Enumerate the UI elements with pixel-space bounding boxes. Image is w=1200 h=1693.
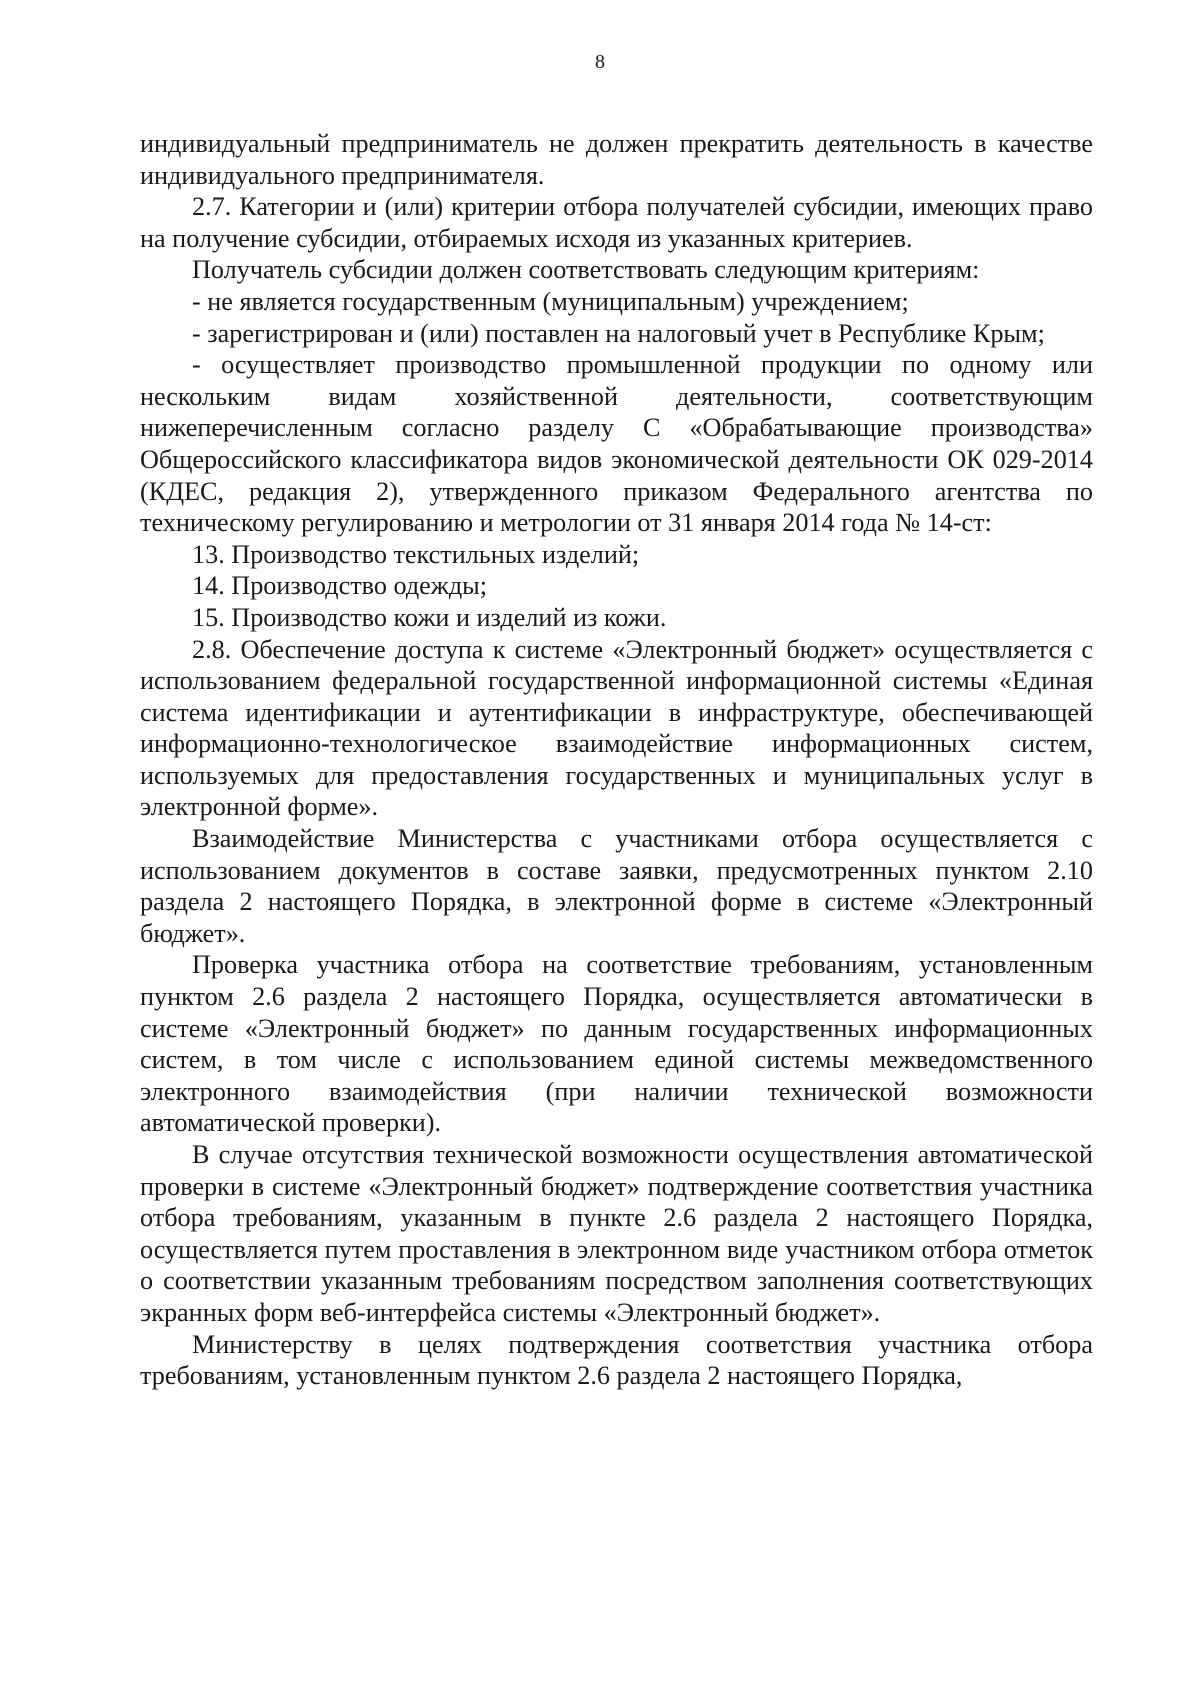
paragraph-interaction: Взаимодействие Министерства с участниками отбора осуществляется с использованием документов в составе заявки, предусмотренных пунктом 2.10 раздела 2 настоящего Порядка, в электронной форме в системе «Электронный бюджет». bbox=[140, 824, 1093, 948]
criterion-industrial-production: - осуществляет производство промышленной продукции по одному или нескольким видам хозяйственной деятельности, соответствующим нижеперечисленным согласно разделу С «Обрабатывающие производства» Общероссийского классификатора видов экономической деятельности ОК 029-2014 (КДЕС, редакция 2), утвержденного приказом Федерального агентства по техническому регулированию и метрологии от 31 января 2014 года № 14-ст: bbox=[140, 350, 1093, 538]
paragraph-no-tech-possibility: В случае отсутствия технической возможности осуществления автоматической проверки в системе «Электронный бюджет» подтверждение соответствия участника отбора требованиям, указанным в пункте 2.6 раздела 2 настоящего Порядка, осуществляется путем проставления в электронном виде участником отбора отметок о соответствии указанным требованиям посредством заполнения соответствующих экранных форм веб-интерфейса системы «Электронный бюджет». bbox=[140, 1140, 1093, 1327]
paragraph-2-8: 2.8. Обеспечение доступа к системе «Электронный бюджет» осуществляется с использованием федеральной государственной информационной системы «Единая система идентификации и аутентификации в инфраструктуре, обеспечивающей информационно-технологическое взаимодействие информационных систем, используемых для предоставления государственных и муниципальных услуг в электронной форме». bbox=[140, 634, 1093, 822]
document-body bbox=[140, 128, 1093, 1392]
criterion-not-state-institution: - не является государственным (муниципальным) учреждением; bbox=[192, 286, 909, 316]
page-number: 8 bbox=[595, 51, 605, 73]
paragraph-criteria-intro: Получатель субсидии должен соответствовать следующим критериям: bbox=[192, 255, 980, 285]
criterion-registered-crimea: - зарегистрирован и (или) поставлен на налоговый учет в Республике Крым; bbox=[192, 318, 1045, 348]
activity-item-14: 14. Производство одежды; bbox=[192, 571, 488, 601]
activity-item-15: 15. Производство кожи и изделий из кожи. bbox=[192, 602, 667, 632]
paragraph-continuation: индивидуальный предприниматель не должен прекратить деятельность в качестве индивидуального предпринимателя. bbox=[140, 129, 1093, 190]
activity-item-13: 13. Производство текстильных изделий; bbox=[192, 539, 640, 569]
paragraph-verification: Проверка участника отбора на соответствие требованиям, установленным пунктом 2.6 раздела 2 настоящего Порядка, осуществляется автоматически в системе «Электронный бюджет» по данным государственных информационных систем, в том числе с использованием единой системы межведомственного электронного взаимодействия (при наличии технической возможности автоматической проверки). bbox=[140, 950, 1093, 1138]
paragraph-ministry: Министерству в целях подтверждения соответствия участника отбора требованиям, установленным пунктом 2.6 раздела 2 настоящего Порядка, bbox=[140, 1329, 1093, 1391]
paragraph-2-7: 2.7. Категории и (или) критерии отбора получателей субсидии, имеющих право на получение субсидии, отбираемых исходя из указанных критериев. bbox=[140, 192, 1093, 253]
